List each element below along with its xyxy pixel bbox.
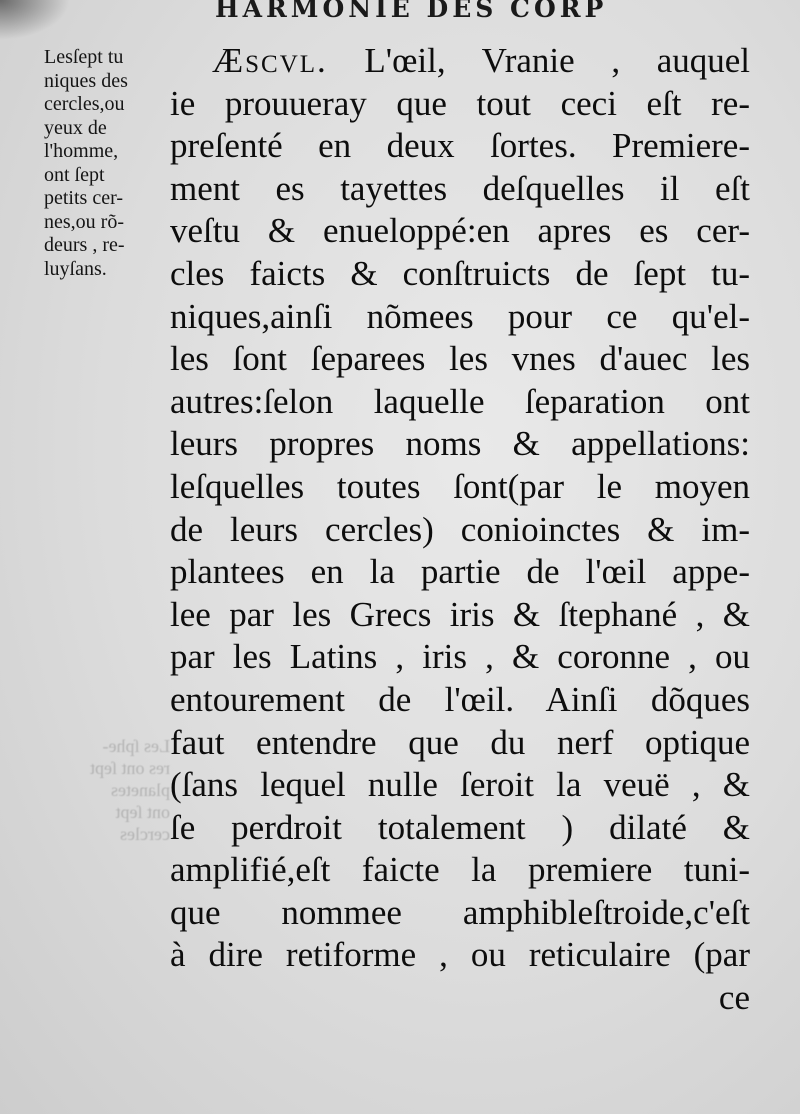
margin-note-line: cercles,ou (44, 93, 125, 115)
margin-note-line: deurs , re- (44, 234, 125, 256)
text-line: ment es tayettes deſquelles il eſt (170, 168, 750, 208)
margin-note-line: petits cer- (44, 187, 124, 209)
running-head: HARMONIE DES CORP (215, 0, 608, 23)
text-line: leſquelles toutes ſont(par le moyen (170, 466, 750, 506)
margin-note-line: nes,ou rõ- (44, 210, 124, 233)
page-corner-shadow (0, 0, 70, 40)
text-line: lee par les Grecs iris & ſtephané , & (170, 594, 750, 634)
text-line: ſe perdroit totalement ) dilaté & (170, 807, 750, 847)
speaker-name: Æscvl. (212, 41, 328, 80)
text-line: à dire retiforme , ou reticulaire (par (170, 935, 750, 975)
text-line-1-rest: L'œil, Vranie , auquel (327, 41, 750, 80)
text-line: autres:ſelon laquelle ſeparation ont (170, 381, 750, 421)
text-line: faut entendre que du nerf optique (170, 722, 750, 762)
text-line: veſtu & enueloppé:en apres es cer- (170, 211, 750, 251)
text-line: preſenté en deux ſortes. Premiere- (170, 126, 750, 166)
bleed-through-margin-note: Les ſphe- res ont ſept planetes ont ſept cercles (90, 736, 170, 844)
text-line: amplifié,eſt faicte la premiere tuni- (170, 850, 750, 890)
text-line: les ſont ſeparees les vnes d'auec les (170, 339, 750, 379)
margin-note-line: l'homme, (44, 140, 119, 162)
catchword: ce (718, 978, 750, 1018)
text-line-1 (170, 40, 750, 83)
text-line: niques,ainſi nõmees pour ce qu'el- (170, 296, 750, 336)
margin-note-line: luyſans. (44, 257, 107, 280)
margin-note-line: niques des (44, 69, 128, 92)
text-line: que nommee amphibleſtroide,c'eſt (170, 892, 750, 932)
text-line: cles faicts & conſtruicts de ſept tu- (170, 253, 750, 293)
text-line: (ſans lequel nulle ſeroit la veuë , & (170, 765, 750, 805)
text-line: entourement de l'œil. Ainſi dõques (170, 679, 750, 719)
margin-note-line: Lesſept tu (44, 46, 124, 68)
text-line: ie prouueray que tout ceci eſt re- (170, 83, 750, 123)
margin-note-line: ont ſept (44, 163, 105, 186)
margin-note-line: yeux de (44, 116, 107, 139)
text-line: leurs propres noms & appellations: (170, 424, 750, 464)
text-line: plantees en la partie de l'œil appe- (170, 552, 750, 592)
text-line: par les Latins , iris , & coronne , ou (170, 637, 750, 677)
text-line: de leurs cercles) conioinctes & im- (170, 509, 750, 549)
main-text-block (170, 40, 750, 1020)
margin-note (44, 46, 166, 281)
